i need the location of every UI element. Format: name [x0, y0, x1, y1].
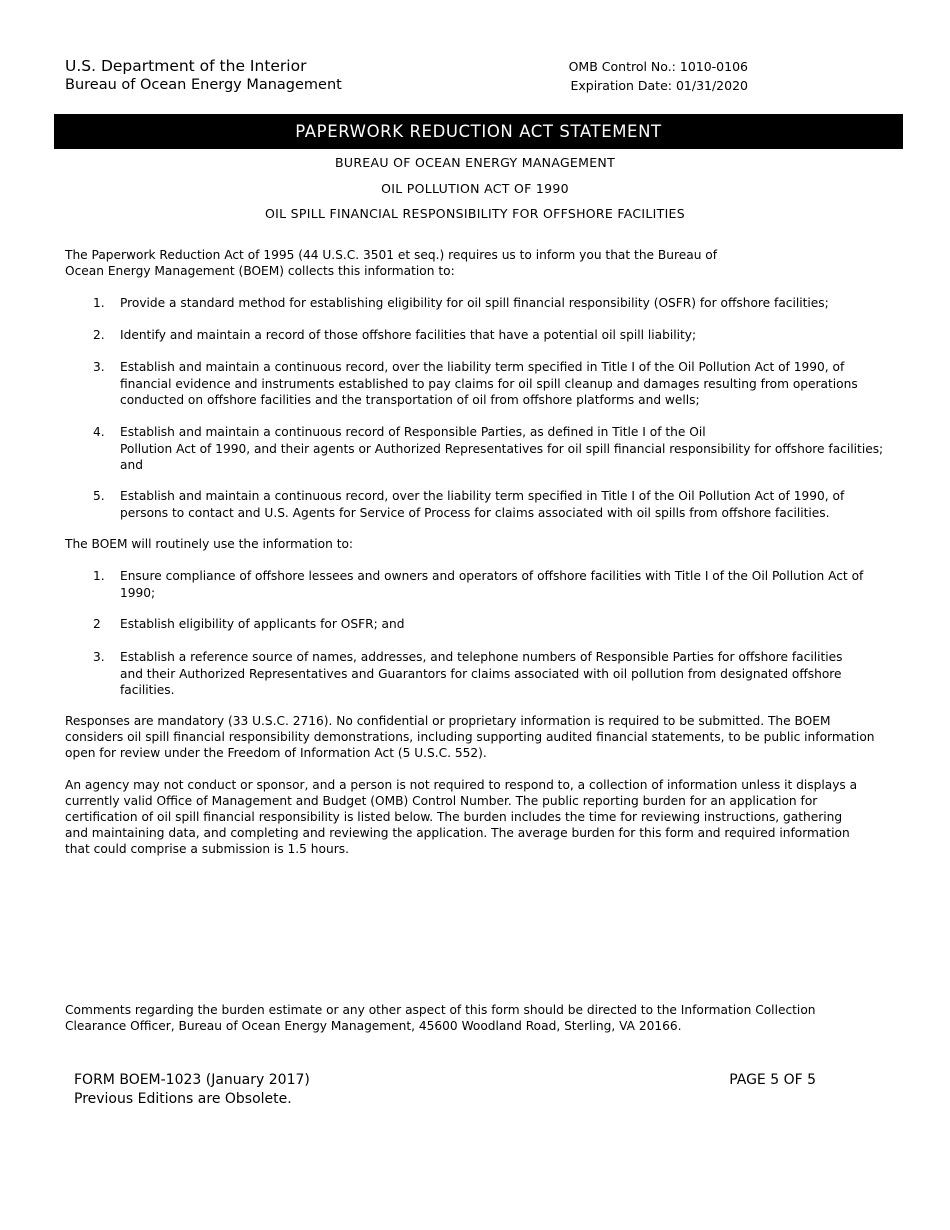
- burden-line: certification of oil spill financial responsibility is listed below. The burden includes the time for reviewing instructions, gathering: [65, 810, 843, 824]
- comments-line: Comments regarding the burden estimate or any other aspect of this form should be directed to the Information Collection: [65, 1003, 816, 1017]
- list-item-number: 1.: [93, 296, 105, 310]
- list-item-number: 5.: [93, 489, 105, 503]
- intro-line: The Paperwork Reduction Act of 1995 (44 U.S.C. 3501 et seq.) requires us to inform you that the Bureau of: [65, 248, 718, 262]
- responses-line: Responses are mandatory (33 U.S.C. 2716). No confidential or proprietary information is required to be submitted. The BOEM: [65, 714, 831, 728]
- list-item-text: persons to contact and U.S. Agents for Service of Process for claims associated with oil spills from offshore facilities.: [120, 505, 830, 520]
- list-item-text: Establish a reference source of names, addresses, and telephone numbers of Responsible Parties for offshore facilities: [120, 650, 843, 664]
- responses-line: considers oil spill financial responsibility demonstrations, including supporting audited financial statements, to be public information: [65, 730, 875, 744]
- list-item-text: financial evidence and instruments established to pay claims for oil spill cleanup and damages resulting from operations: [120, 376, 858, 391]
- burden-line: An agency may not conduct or sponsor, and a person is not required to respond to, a collection of information unless it displays a: [65, 778, 858, 792]
- list-item-text: Establish eligibility of applicants for OSFR; and: [120, 617, 405, 631]
- list-item-text: 1990;: [120, 585, 156, 600]
- burden-line: that could comprise a submission is 1.5 hours.: [65, 842, 349, 856]
- list-item-number: 2.: [93, 328, 105, 342]
- list-item-text: and: [120, 458, 143, 472]
- burden-line: currently valid Office of Management and Budget (OMB) Control Number. The public reporting burden for an application for: [65, 794, 818, 808]
- list-item-number: 1.: [93, 569, 105, 583]
- list-item-text: conducted on offshore facilities and the transportation of oil from offshore platforms and wells;: [120, 393, 700, 407]
- subhead-agency: BUREAU OF OCEAN ENERGY MANAGEMENT: [335, 155, 615, 170]
- list-item-text: Ensure compliance of offshore lessees and owners and operators of offshore facilities with Title I of the Oil Pollution Act of: [120, 569, 864, 583]
- list-item-text: Establish and maintain a continuous record, over the liability term specified in Title I of the Oil Pollution Act of 1990, of: [120, 360, 845, 374]
- list-item-text: Establish and maintain a continuous record of Responsible Parties, as defined in Title I of the Oil: [120, 425, 706, 439]
- list-item-number: 3.: [93, 650, 105, 664]
- use-intro: The BOEM will routinely use the information to:: [65, 537, 354, 551]
- list-item-text: and their Authorized Representatives and Guarantors for claims associated with oil pollution from designated offshore: [120, 666, 842, 681]
- department-name: U.S. Department of the Interior: [65, 57, 307, 75]
- page-number: PAGE 5 OF 5: [729, 1072, 816, 1088]
- omb-control-number: OMB Control No.: 1010-0106: [568, 59, 748, 74]
- list-item-text: Identify and maintain a record of those offshore facilities that have a potential oil spill liability;: [120, 328, 697, 342]
- subhead-act: OIL POLLUTION ACT OF 1990: [381, 181, 569, 196]
- list-item-number: 2: [93, 617, 101, 631]
- list-item-number: 4.: [93, 425, 105, 439]
- intro-line: Ocean Energy Management (BOEM) collects this information to:: [65, 264, 455, 278]
- list-item-number: 3.: [93, 360, 105, 374]
- list-item-text: Provide a standard method for establishing eligibility for oil spill financial responsibility (OSFR) for offshore facilities;: [120, 296, 829, 310]
- bureau-name: Bureau of Ocean Energy Management: [65, 77, 342, 93]
- comments-line: Clearance Officer, Bureau of Ocean Energy Management, 45600 Woodland Road, Sterling, VA 20166.: [65, 1019, 682, 1033]
- responses-line: open for review under the Freedom of Information Act (5 U.S.C. 552).: [65, 746, 487, 760]
- list-item-text: Establish and maintain a continuous record, over the liability term specified in Title I of the Oil Pollution Act of 1990, of: [120, 489, 845, 503]
- burden-line: and maintaining data, and completing and reviewing the application. The average burden for this form and required information: [65, 826, 850, 840]
- list-item-text: facilities.: [120, 683, 175, 697]
- list-item-text: Pollution Act of 1990, and their agents or Authorized Representatives for oil spill financial responsibility for offshore facilities;: [120, 441, 884, 456]
- page-title: PAPERWORK REDUCTION ACT STATEMENT: [54, 114, 903, 149]
- subhead-topic: OIL SPILL FINANCIAL RESPONSIBILITY FOR OFFSHORE FACILITIES: [265, 206, 685, 221]
- expiration-date: Expiration Date: 01/31/2020: [570, 78, 748, 93]
- form-id: FORM BOEM-1023 (January 2017): [74, 1072, 310, 1088]
- obsolete-notice: Previous Editions are Obsolete.: [74, 1091, 292, 1107]
